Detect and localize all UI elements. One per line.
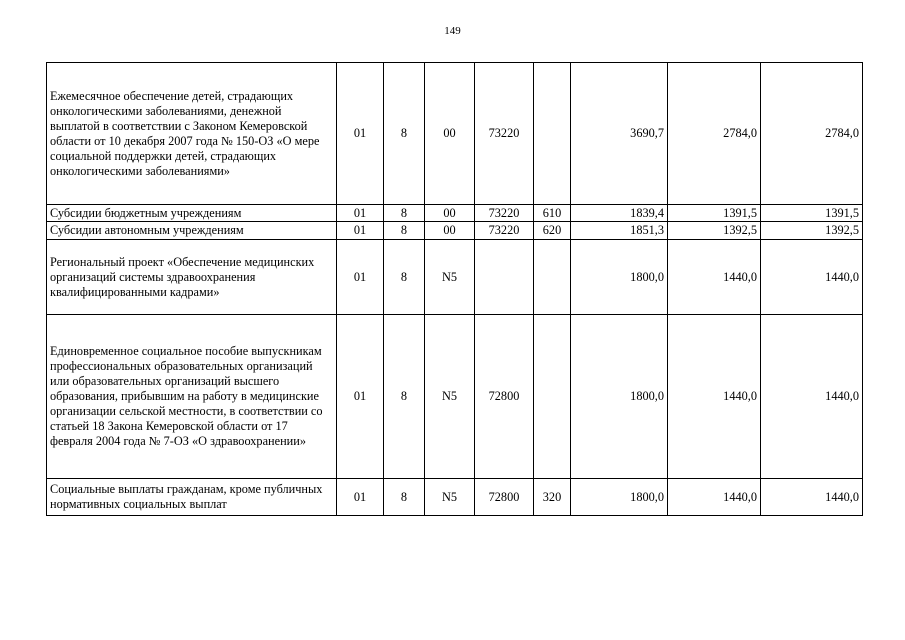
row-subsection: 8 xyxy=(384,63,425,205)
row-name: Региональный проект «Обеспечение медицинских организаций системы здравоохранения квалифицированными кадрами» xyxy=(47,240,337,315)
row-name: Социальные выплаты гражданам, кроме публичных нормативных социальных выплат xyxy=(47,479,337,516)
row-value-3: 2784,0 xyxy=(761,63,863,205)
row-name: Субсидии автономным учреждениям xyxy=(47,222,337,240)
row-value-2: 2784,0 xyxy=(668,63,761,205)
row-value-3: 1440,0 xyxy=(761,240,863,315)
row-value-3: 1391,5 xyxy=(761,205,863,222)
budget-table xyxy=(46,62,863,516)
row-code: 72800 xyxy=(475,315,534,479)
row-value-1: 1839,4 xyxy=(571,205,668,222)
row-value-1: 1800,0 xyxy=(571,479,668,516)
row-code: 73220 xyxy=(475,205,534,222)
row-subsection: 8 xyxy=(384,240,425,315)
row-subsection: 8 xyxy=(384,315,425,479)
row-subsection: 8 xyxy=(384,205,425,222)
row-group: 00 xyxy=(425,205,475,222)
row-value-1: 1800,0 xyxy=(571,315,668,479)
row-value-1: 3690,7 xyxy=(571,63,668,205)
row-section: 01 xyxy=(337,315,384,479)
row-section: 01 xyxy=(337,240,384,315)
row-group: N5 xyxy=(425,240,475,315)
row-vr: 620 xyxy=(534,222,571,240)
row-value-2: 1391,5 xyxy=(668,205,761,222)
table-row xyxy=(47,205,863,222)
table-row xyxy=(47,240,863,315)
row-vr: 320 xyxy=(534,479,571,516)
row-value-2: 1440,0 xyxy=(668,315,761,479)
row-subsection: 8 xyxy=(384,222,425,240)
row-value-1: 1851,3 xyxy=(571,222,668,240)
row-subsection: 8 xyxy=(384,479,425,516)
table-row xyxy=(47,63,863,205)
row-group: N5 xyxy=(425,479,475,516)
row-name: Единовременное социальное пособие выпускникам профессиональных образовательных организаций или образовательных организаций высшего образования, прибывшим на работу в медицинские организации сельской местности, в соответствии со статьей 18 Закона Кемеровской области от 17 февраля 2004 года № 7-ОЗ «О здравоохранении» xyxy=(47,315,337,479)
row-group: N5 xyxy=(425,315,475,479)
row-value-2: 1392,5 xyxy=(668,222,761,240)
row-code: 73220 xyxy=(475,222,534,240)
row-section: 01 xyxy=(337,222,384,240)
row-code: 72800 xyxy=(475,479,534,516)
table-row xyxy=(47,479,863,516)
row-code xyxy=(475,240,534,315)
row-section: 01 xyxy=(337,63,384,205)
row-value-3: 1440,0 xyxy=(761,315,863,479)
row-value-2: 1440,0 xyxy=(668,479,761,516)
row-value-1: 1800,0 xyxy=(571,240,668,315)
row-vr xyxy=(534,240,571,315)
row-value-2: 1440,0 xyxy=(668,240,761,315)
row-value-3: 1440,0 xyxy=(761,479,863,516)
row-name: Ежемесячное обеспечение детей, страдающих онкологическими заболеваниями, денежной выплатой в соответствии с Законом Кемеровской области от 10 декабря 2007 года № 150-ОЗ «О мере социальной поддержки детей, страдающих онкологическими заболеваниями» xyxy=(47,63,337,205)
row-group: 00 xyxy=(425,222,475,240)
row-vr: 610 xyxy=(534,205,571,222)
row-section: 01 xyxy=(337,479,384,516)
row-code: 73220 xyxy=(475,63,534,205)
table-row xyxy=(47,315,863,479)
page-number: 149 xyxy=(444,25,461,37)
row-name: Субсидии бюджетным учреждениям xyxy=(47,205,337,222)
row-vr xyxy=(534,315,571,479)
row-value-3: 1392,5 xyxy=(761,222,863,240)
row-section: 01 xyxy=(337,205,384,222)
table-row xyxy=(47,222,863,240)
row-vr xyxy=(534,63,571,205)
row-group: 00 xyxy=(425,63,475,205)
